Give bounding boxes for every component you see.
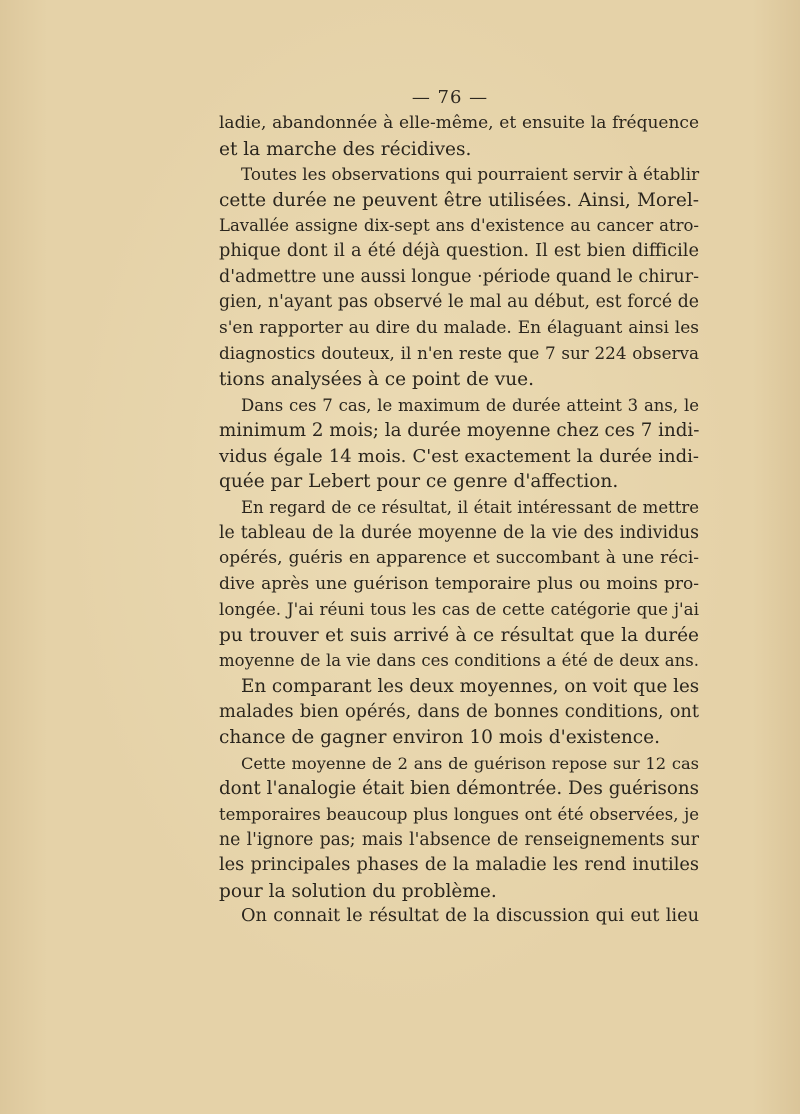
text-line: pour la solution du problème. [219, 880, 497, 902]
text-line: s'en rapporter au dire du malade. En élaguant ainsi les [219, 317, 699, 338]
body-text [219, 111, 699, 930]
text-line: gien, n'ayant pas observé le mal au début, est forcé de [219, 292, 699, 313]
text-line: les principales phases de la maladie les rend inutiles [219, 855, 699, 876]
text-line: opérés, guéris en apparence et succombant à une réci- [219, 548, 699, 569]
text-line: malades bien opérés, dans de bonnes conditions, ont [219, 701, 699, 722]
text-line: longée. J'ai réuni tous les cas de cette catégorie que j'ai [219, 599, 699, 620]
text-line: chance de gagner environ 10 mois d'existence. [219, 727, 660, 749]
text-line: moyenne de la vie dans ces conditions a été de deux ans. [219, 651, 699, 671]
text-line: quée par Lebert pour ce genre d'affection. [219, 471, 619, 493]
paragraph-first-line: On connait le résultat de la discussion qui eut lieu [241, 906, 699, 927]
text-line: et la marche des récidives. [219, 138, 472, 160]
paragraph-first-line: Cette moyenne de 2 ans de guérison repose sur 12 cas [241, 753, 699, 773]
paragraph-first-line: Dans ces 7 cas, le maximum de durée atteint 3 ans, le [241, 395, 699, 415]
text-line: dive après une guérison temporaire plus ou moins pro- [219, 573, 699, 594]
text-line: dont l'analogie était bien démontrée. Des guérisons [219, 778, 699, 800]
text-line: ladie, abandonnée à elle-même, et ensuite la fréquence [219, 113, 699, 133]
paragraph-first-line: Toutes les observations qui pourraient servir à établir [241, 164, 700, 185]
text-line: cette durée ne peuvent être utilisées. Ainsi, Morel- [219, 189, 699, 211]
text-line: diagnostics douteux, il n'en reste que 7 sur 224 observa [219, 343, 699, 364]
text-line: phique dont il a été déjà question. Il est bien difficile [219, 240, 699, 261]
page-number: — 76 — [411, 87, 489, 108]
text-line: ne l'ignore pas; mais l'absence de renseignements sur [219, 829, 699, 850]
text-line: tions analysées à ce point de vue. [219, 368, 534, 390]
text-line: Lavallée assigne dix-sept ans d'existence au cancer atro- [219, 216, 699, 236]
text-line: minimum 2 mois; la durée moyenne chez ces 7 indi- [219, 420, 700, 442]
paragraph-first-line: En comparant les deux moyennes, on voit que les [241, 676, 700, 698]
text-line: le tableau de la durée moyenne de la vie des individus [219, 522, 699, 543]
text-line: d'admettre une aussi longue ·période quand le chirur- [219, 266, 699, 287]
text-line: temporaires beaucoup plus longues ont été observées, je [219, 805, 699, 825]
paragraph-first-line: En regard de ce résultat, il était intéressant de mettre [241, 497, 699, 517]
text-line: pu trouver et suis arrivé à ce résultat que la durée [219, 624, 699, 646]
text-line: vidus égale 14 mois. C'est exactement la durée indi- [219, 445, 699, 467]
